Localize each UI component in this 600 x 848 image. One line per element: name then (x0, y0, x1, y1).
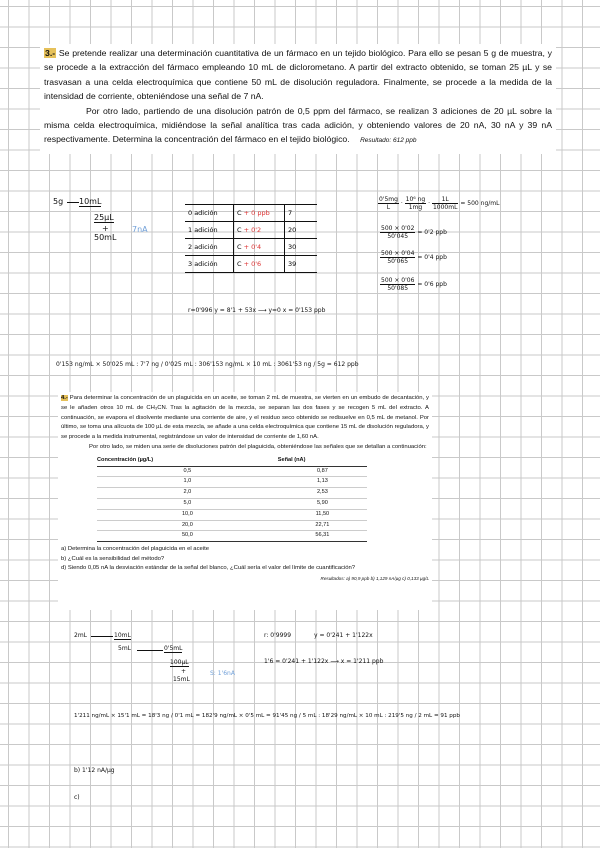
problem-3-statement (40, 44, 556, 154)
row-signal: 7 (288, 209, 293, 217)
problem-3-paragraph-2: Por otro lado, partiendo de una disolución patrón de 0,5 ppm del fármaco, se realizan 3 adiciones de 20 µL sobre la misma celda electroquímica, midiéndose la señal analítica tras cada adición, y obteniendo valores de 20 nA, 30 nA y 39 nA respectivamente. Determina la concentración del fármaco en el tejido biológico. (44, 105, 552, 145)
row-label: 3 adición (185, 256, 234, 273)
hw4-solve: 1'6 = 0'241 + 1'122x ⟶ x = 1'211 ppb (264, 658, 384, 665)
hw4-solvent: 10mL (114, 632, 131, 639)
hw4-aliquot: 100µL (170, 659, 189, 666)
arrow-line (137, 650, 163, 651)
problem-4-paragraph-2: Por otro lado, se miden una serie de disoluciones patrón del plaguicida, obteniéndose las señales que se detallan a continuación: (89, 443, 427, 450)
row-signal: 30 (288, 243, 297, 251)
arrow-line (67, 202, 79, 203)
table-row: 0,5 0,87 (97, 466, 367, 477)
table-row (185, 205, 317, 222)
hw3-plus: + (102, 224, 109, 233)
row-signal: 20 (288, 226, 297, 234)
hw4-buffer: 15mL (173, 676, 190, 683)
table-row (185, 239, 317, 256)
table-row: 1,0 1,13 (97, 477, 367, 488)
row-label: 0 adición (185, 205, 234, 222)
hw4-sample: 2mL (74, 632, 88, 639)
problem-3-number: 3.- (45, 48, 56, 58)
hw4-plus: + (181, 668, 187, 675)
hw4-signal: S: 1'6nA (210, 670, 235, 677)
hw3-signal: 7nA (132, 225, 148, 234)
question-b: b) ¿Cuál es la sensibilidad del método? (61, 555, 165, 562)
problem-3-paragraph-1: Se pretende realizar una determinación cuantitativa de un fármaco en un tejido biológico. Para ello se pesan 5 g de muestra, y se procede a la extracción del fármaco empleando 10 mL de diclorometano. A partir del extracto obtenido, se toman 25 µL y se trasvasan a una celda electroquímica que contiene 50 mL de disolución reguladora. Finalmente, se procede a la medida de la intensidad de corriente, obteniéndose una señal de 7 nA. (44, 48, 552, 102)
table-row: 50,0 56,31 (97, 531, 367, 542)
row-label: 1 adición (185, 222, 234, 239)
hw4-calc: 1'211 ng/mL × 15'1 mL = 18'3 ng / 0'1 mL = 182'9 ng/mL × 0'5 mL = 91'45 ng / 5 mL : 18'29 ng/mL × 10 mL : 219'5 ng / 2 mL = 91 ppb (74, 713, 460, 719)
calibration-table (97, 456, 367, 542)
question-d: d) Siendo 0,05 nA la desviación estándar de la señal del blanco, ¿Cuál sería el valor del límite de cuantificación? (61, 565, 356, 572)
row-conc: C + 0'2 (234, 222, 285, 239)
hw4-equation: y = 0'241 + 1'122x (314, 632, 373, 639)
hw3-buffer: 50mL (94, 233, 117, 242)
table-row: 2,0 2,53 (97, 488, 367, 499)
problem-4-paragraph-1: Para determinar la concentración de un plaguicida en un aceite, se toman 2 mL de muestra, se vierten en un embudo de decantación, y se le añaden otros 10 mL de CH₃CN. Tras la agitación de la mezcla, se separan las dos fases y se recogen 5 mL del extracto. A continuación, se evapora el disolvente mediante una corriente de aire, y el residuo seco obtenido se redisuelve en 0,5 mL de metanol. Por último, se toma una alícuota de 100 µL de esta mezcla, se añade a una celda electroquímica que contiene 15 mL de disolución reguladora, y se procede a la medida instrumental, registrándose un valor de intensidad de corriente de 1,60 nA. (61, 395, 430, 441)
problem-4-statement (58, 392, 432, 610)
hw3-calc-2: $\frac{500 \times 0'04}{50'065}$ = 0'4 ppb (381, 250, 447, 265)
problem-3-result: Resultado: 612 ppb (360, 137, 417, 145)
row-conc: C + 0'6 (234, 256, 285, 273)
table-row: 20,0 22,71 (97, 520, 367, 531)
hw4-r: r: 0'9999 (264, 632, 292, 639)
hw3-standard-addition-table (185, 204, 317, 273)
hw3-aliquot: 25µL (94, 213, 114, 222)
hw3-regression: r=0'996 y = 8'1 + 53x ⟶ y=0 x = 0'153 ppb (188, 307, 326, 314)
col-header-signal: Señal (nA) (278, 456, 367, 466)
row-conc: C + 0'4 (234, 239, 285, 256)
hw4-answer-b: b) 1'12 nA/µg (74, 767, 115, 774)
hw3-final-calc: 0'153 ng/mL × 50'025 mL : 7'7 ng / 0'025 mL : 306'153 ng/mL × 10 mL : 3061'53 ng / 5g = 612 ppb (56, 361, 359, 368)
table-row: 10,0 11,50 (97, 509, 367, 520)
col-header-concentration: Concentración (µg/L) (97, 456, 278, 466)
hw3-calc-1: $\frac{500 \times 0'02}{50'045}$ = 0'2 ppb (381, 225, 447, 240)
row-label: 2 adición (185, 239, 234, 256)
hw4-answer-c: c) (74, 794, 80, 801)
table-row (185, 256, 317, 273)
hw4-extract: 5mL (118, 645, 132, 652)
table-row (185, 222, 317, 239)
hw3-mass: 5g (53, 197, 64, 206)
hw3-volume: 10mL (79, 197, 102, 206)
row-conc: C + 0 ppb (234, 205, 285, 222)
hw4-methanol: 0'5mL (164, 645, 183, 652)
arrow-line (91, 636, 113, 637)
row-signal: 39 (288, 260, 297, 268)
problem-4-number: 4.- (61, 395, 68, 401)
hw3-calc-3: $\frac{500 \times 0'06}{50'085}$ = 0'6 ppb (381, 277, 447, 292)
hw3-unit-conversion: $\frac{0'5mg}{L}$ · $\frac{\text{10⁶ ng}}{1mg}$ · $\frac{1L}{1000mL}$ = 500 ng/mL (379, 196, 500, 211)
question-a: a) Determina la concentración del plaguicida en el aceite (61, 546, 210, 553)
table-row: 5,0 5,90 (97, 498, 367, 509)
problem-4-result: Resultados: a) 90,9 ppb b) 1,129 nA/µg c) 0,133 µg/L (320, 575, 429, 581)
